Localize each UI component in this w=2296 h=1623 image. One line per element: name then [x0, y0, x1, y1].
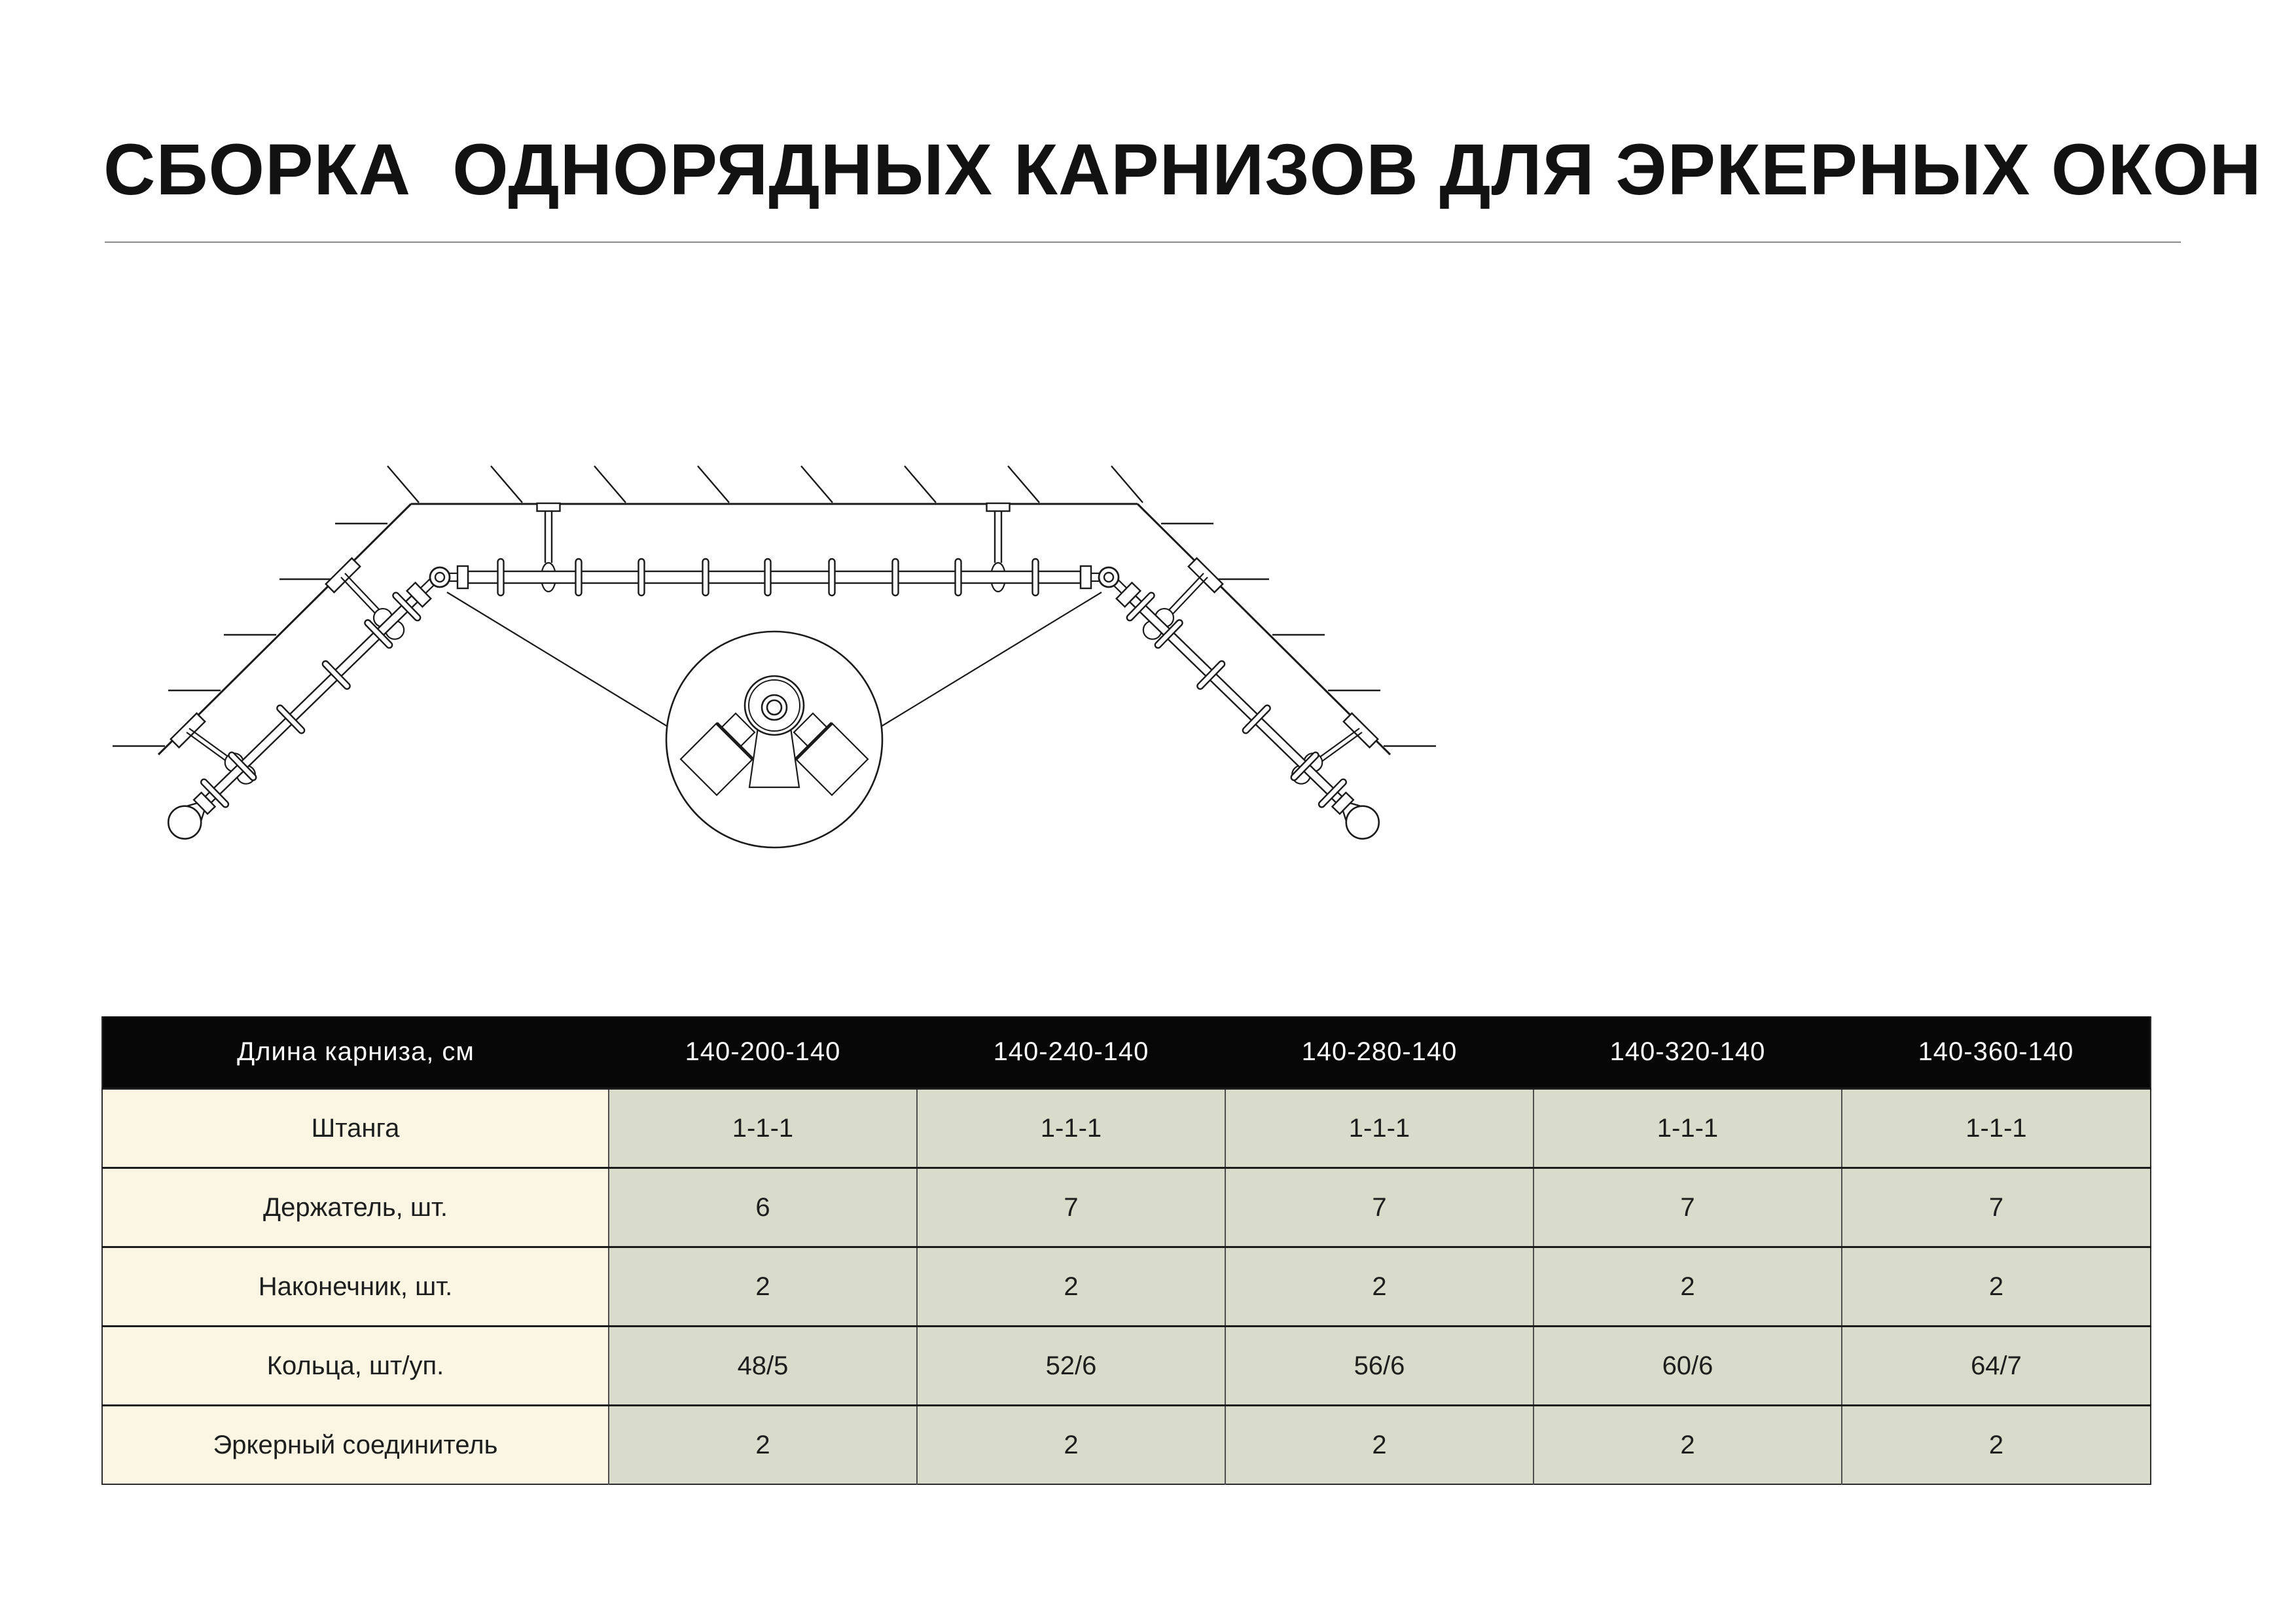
page-title: СБОРКА ОДНОРЯДНЫХ КАРНИЗОВ ДЛЯ ЭРКЕРНЫХ ОКОН [103, 130, 2262, 210]
cell-value: 7 [917, 1168, 1225, 1247]
cell-value: 2 [917, 1406, 1225, 1485]
table-row-soedinitel [102, 1406, 2151, 1485]
col-header-size-5: 140-360-140 [1842, 1016, 2151, 1089]
cell-value: 7 [1225, 1168, 1534, 1247]
parts-table [101, 1016, 2151, 1485]
curtain-ring [703, 559, 709, 596]
cell-value: 60/6 [1534, 1327, 1842, 1406]
curtain-ring [498, 559, 504, 596]
row-label: Кольца, шт/уп. [102, 1327, 609, 1406]
row-label: Держатель, шт. [102, 1168, 609, 1247]
cell-value: 52/6 [917, 1327, 1225, 1406]
cell-value: 2 [1842, 1247, 2151, 1327]
end-block [457, 566, 468, 588]
cell-value: 2 [1225, 1406, 1534, 1485]
leader-line [879, 592, 1102, 728]
cell-value: 2 [1225, 1247, 1534, 1327]
table-row-derzhatel [102, 1168, 2151, 1247]
curtain-ring [765, 559, 771, 596]
cell-value: 7 [1842, 1168, 2151, 1247]
corner-pivot-right [1099, 567, 1119, 587]
curtain-ring [1033, 559, 1039, 596]
cell-value: 1-1-1 [609, 1089, 917, 1168]
cell-value: 1-1-1 [1534, 1089, 1842, 1168]
cell-value: 6 [609, 1168, 917, 1247]
end-block [1081, 566, 1091, 588]
cell-value: 7 [1534, 1168, 1842, 1247]
cell-value: 2 [1534, 1247, 1842, 1327]
cell-value: 2 [1534, 1406, 1842, 1485]
cell-value: 1-1-1 [1842, 1089, 2151, 1168]
curtain-ring [576, 559, 582, 596]
ceiling-hatching [387, 466, 1143, 503]
assembly-diagram [0, 393, 2296, 949]
table-row-shtanga [102, 1089, 2151, 1168]
table-header-row [102, 1016, 2151, 1089]
leader-line [447, 592, 670, 728]
col-header-size-3: 140-280-140 [1225, 1016, 1534, 1089]
row-label: Наконечник, шт. [102, 1247, 609, 1327]
cell-value: 2 [609, 1247, 917, 1327]
cell-value: 2 [917, 1247, 1225, 1327]
cell-value: 1-1-1 [917, 1089, 1225, 1168]
table-row-koltsa [102, 1327, 2151, 1406]
row-label: Штанга [102, 1089, 609, 1168]
col-header-size-4: 140-320-140 [1534, 1016, 1842, 1089]
col-header-size-2: 140-240-140 [917, 1016, 1225, 1089]
col-header-size-1: 140-200-140 [609, 1016, 917, 1089]
cell-value: 1-1-1 [1225, 1089, 1534, 1168]
connector-body [749, 728, 799, 787]
cell-value: 48/5 [609, 1327, 917, 1406]
cell-value: 64/7 [1842, 1327, 2151, 1406]
cell-value: 56/6 [1225, 1327, 1534, 1406]
title-divider [105, 241, 2181, 243]
cell-value: 2 [1842, 1406, 2151, 1485]
bay-connector-detail [666, 632, 882, 847]
col-header-length: Длина карниза, см [102, 1016, 609, 1089]
table-row-nakonechnik [102, 1247, 2151, 1327]
cell-value: 2 [609, 1406, 917, 1485]
curtain-ring [639, 559, 645, 596]
curtain-ring [893, 559, 899, 596]
curtain-ring [829, 559, 835, 596]
curtain-ring [956, 559, 961, 596]
connector-pivot-rings [745, 676, 804, 735]
row-label: Эркерный соединитель [102, 1406, 609, 1485]
corner-pivot-left [430, 567, 450, 587]
